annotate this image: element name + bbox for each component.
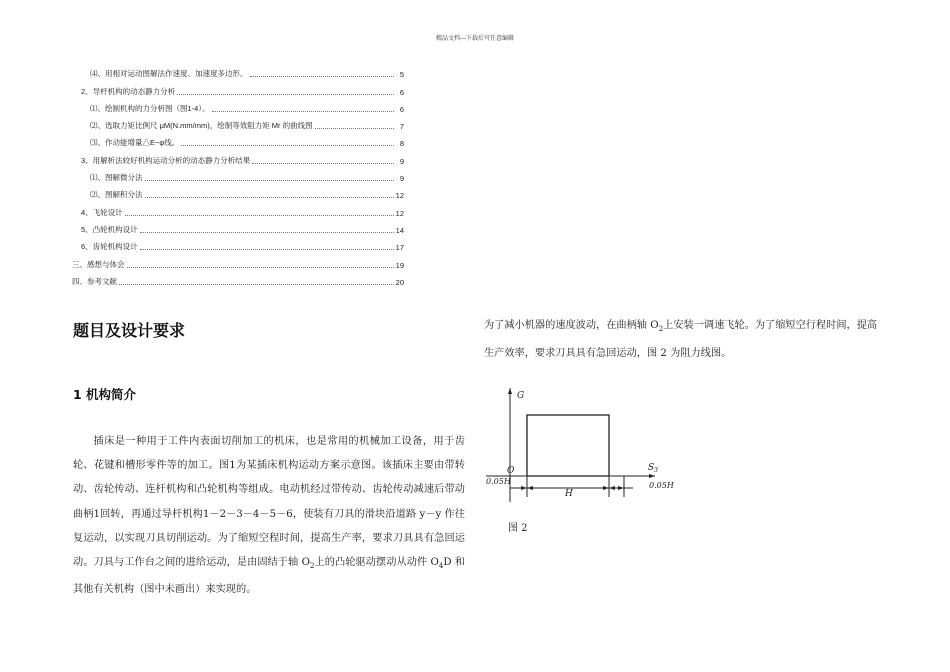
g-label: G — [517, 391, 525, 401]
toc-entry-label: ⑶、作动能增量△E−φ线。 — [90, 138, 180, 148]
toc-entry-label: 4、飞轮设计 — [81, 207, 123, 217]
toc-leader-dots — [212, 110, 394, 112]
load-rectangle — [527, 415, 609, 476]
toc-leader-dots — [145, 179, 395, 181]
s-label: $S_3$ — [648, 463, 658, 474]
toc-page-number: 8 — [399, 139, 404, 149]
toc-page-number: 12 — [395, 208, 404, 218]
toc-page-number: 7 — [399, 122, 404, 132]
toc-leader-dots — [252, 162, 394, 164]
toc-leader-dots — [127, 266, 394, 268]
toc-page-number: 6 — [399, 87, 404, 97]
toc-page-number: 12 — [395, 191, 404, 201]
figure-caption: 图 2 — [508, 523, 528, 534]
toc-entry-label: 三、感想与体会 — [72, 259, 125, 269]
toc-entry-label: 四、参考文献 — [72, 276, 117, 286]
origin-label: O — [507, 466, 515, 476]
toc-page-number: 9 — [399, 174, 404, 184]
toc-page-number: 17 — [395, 243, 404, 253]
toc-leader-dots — [181, 144, 394, 146]
toc-entry[interactable] — [72, 252, 404, 269]
left-offset-label: 0.05H — [486, 477, 511, 486]
toc-page-number: 9 — [399, 156, 404, 166]
page-header: 精品文档---下载后可任意编辑 — [435, 35, 515, 42]
toc-entry[interactable] — [72, 166, 404, 183]
toc-leader-dots — [145, 196, 394, 198]
toc-leader-dots — [119, 283, 394, 285]
toc-leader-dots — [250, 75, 395, 77]
toc-entry-label: ⑴、图解微分法 — [90, 173, 143, 183]
toc-page-number: 14 — [395, 225, 404, 235]
toc-entry-label: 2、导杆机构的动态静力分析 — [81, 86, 176, 96]
toc-entry-label: ⑷、用相对运动图解法作速度、加速度多边形。 — [90, 69, 248, 79]
toc-entry[interactable] — [72, 131, 404, 148]
right-offset-label: 0.05H — [649, 481, 674, 490]
toc-entry-label: 3、用解析法较好机构运动分析的动态静力分析结果 — [81, 155, 251, 165]
toc-entry[interactable] — [72, 270, 404, 287]
table-of-contents — [72, 62, 404, 287]
toc-entry-label: ⑵、选取力矩比例尺 μM(N.mm/mm)，绘制等效阻力矩 Mr 的曲线图 — [90, 121, 313, 131]
toc-entry[interactable] — [72, 62, 404, 79]
toc-entry[interactable] — [72, 200, 404, 217]
flywheel-paragraph: 为了减小机器的速度波动，在曲柄轴 $O_2$上安装一调速飞轮。为了缩短空行程时间，提高生产效率，要求刀具具有急回运动，图 2 为阻力线图。 — [484, 320, 878, 359]
toc-page-number: 5 — [399, 70, 404, 80]
toc-page-number: 19 — [395, 260, 404, 270]
toc-leader-dots — [125, 214, 394, 216]
toc-entry-label: 5、凸轮机构设计 — [81, 224, 138, 234]
toc-entry[interactable] — [72, 235, 404, 252]
subsection-title: 1 机构简介 — [73, 387, 137, 402]
toc-leader-dots — [140, 248, 394, 250]
toc-leader-dots — [177, 93, 394, 95]
toc-leader-dots — [140, 231, 394, 233]
toc-entry[interactable] — [72, 97, 404, 114]
toc-entry[interactable] — [72, 218, 404, 235]
toc-entry[interactable] — [72, 183, 404, 200]
h-label: H — [565, 489, 573, 499]
toc-entry[interactable] — [72, 79, 404, 96]
section-title: 题目及设计要求 — [73, 321, 186, 340]
toc-entry-label: ⑴、绘制机构的力分析图（图1-4）。 — [90, 103, 210, 113]
paragraph-text: 插床是一种用于工件内表面切削加工的机床，也是常用的机械加工设备，用于齿轮、花键和槽形零件等的加工。图1为某插床机构运动方案示意图。该插床主要由带转动、齿轮传动、连杆机构和凸轮机构等组成。电动机经过带传动、齿轮传动减速后带动曲柄1回转，再通过导杆机构1－2－3－4－5－6，使装有刀具的滑块沿道路 y－y 作往复运动，以实现刀具切削运动。为了缩短空程时间，提高生产率，要求刀具具有急回运动。刀具与工作台之间的进给运动，是由固结于 — [73, 436, 465, 569]
toc-page-number: 6 — [399, 104, 404, 114]
toc-entry[interactable] — [72, 148, 404, 165]
toc-entry[interactable] — [72, 114, 404, 131]
resistance-diagram — [483, 384, 683, 504]
mechanism-intro-paragraph: 插床是一种用于工件内表面切削加工的机床，也是常用的机械加工设备，用于齿轮、花键和槽形零件等的加工。图1为某插床机构运动方案示意图。该插床主要由带转动、齿轮传动、连杆机构和凸轮机构等组成。电动机经过带传动、齿轮传动减速后带动曲柄1回转，再通过导杆机构1－2－3－4－5－6，使装有刀具的滑块沿道路 y－y 作往复运动，以实现刀具切削运动。为了缩短空程时间，提高生产率，要求刀具具有急回运动。刀具与工作台之间的进给运动，是由固结于轴 $O_2$上的凸轮驱动摆动从动件 $O_4D$ 和其他有关机构（图中未画出）来实现的。 — [73, 436, 466, 596]
toc-leader-dots — [315, 127, 394, 129]
toc-entry-label: 6、齿轮机构设计 — [81, 242, 138, 252]
toc-page-number: 20 — [395, 277, 404, 287]
toc-entry-label: ⑵、图解积分法 — [90, 190, 143, 200]
